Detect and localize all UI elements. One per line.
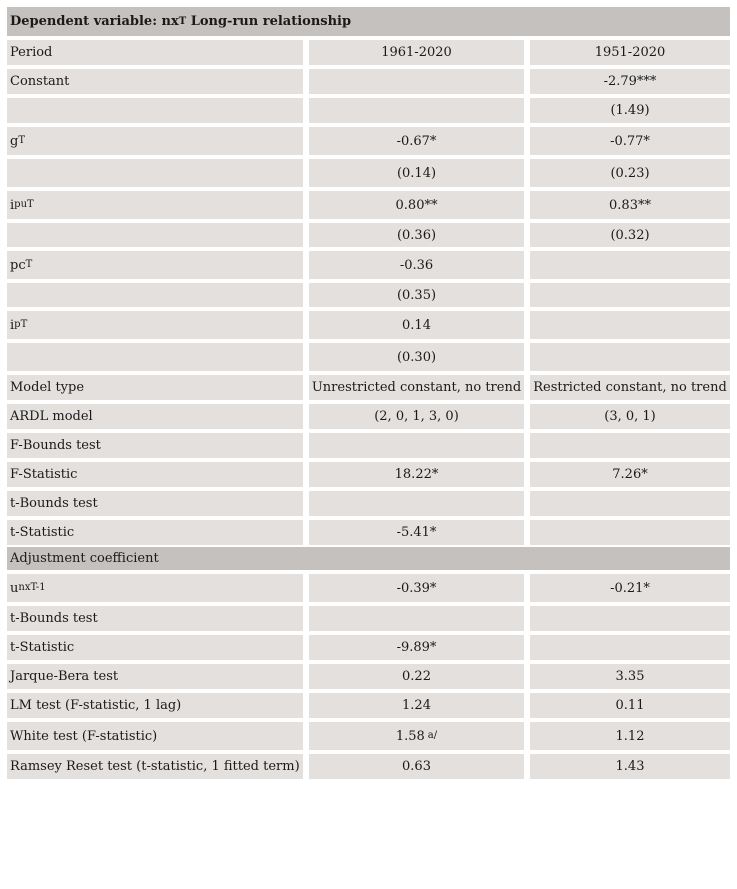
cell-col2: 1.43: [530, 754, 730, 779]
cell-col2: [530, 343, 730, 371]
cell-col2: [530, 635, 730, 660]
table-row-tstat2: [7, 635, 730, 660]
row-label: LM test (F-statistic, 1 lag): [7, 693, 303, 718]
cell-col2: (0.23): [530, 159, 730, 187]
cell-col2: -0.77*: [530, 127, 730, 155]
table-row-tbounds2: [7, 606, 730, 631]
cell-col2: -0.21*: [530, 574, 730, 602]
table-row-gT: [7, 127, 730, 155]
row-label: Model type: [7, 375, 303, 400]
cell-col2: -2.79***: [530, 69, 730, 94]
table-row-pcT-se: [7, 283, 730, 307]
table-row-constant-se: [7, 98, 730, 123]
cell-col2: 3.35: [530, 664, 730, 689]
cell-col1: -5.41*: [309, 520, 524, 545]
section-header-adjustment: Adjustment coefficient: [7, 547, 730, 570]
cell-col1: [309, 98, 524, 123]
cell-col2: 7.26*: [530, 462, 730, 487]
table-row-ipT: [7, 311, 730, 339]
table-row-ramsey: [7, 754, 730, 779]
row-label: t-Statistic: [7, 635, 303, 660]
table-row-white: [7, 722, 730, 750]
row-label: pc T: [7, 251, 303, 279]
cell-col2: Restricted constant, no trend: [530, 375, 730, 400]
cell-col1: -0.36: [309, 251, 524, 279]
cell-col2: 1.12: [530, 722, 730, 750]
table-row-u: [7, 574, 730, 602]
table-row-constant: [7, 69, 730, 94]
table-row-ardl: [7, 404, 730, 429]
cell-col2: (3, 0, 1): [530, 404, 730, 429]
row-label: t-Bounds test: [7, 491, 303, 516]
cell-col1: [309, 491, 524, 516]
cell-col1: 0.22: [309, 664, 524, 689]
cell-col1: 0.80**: [309, 191, 524, 219]
cell-col2: [530, 491, 730, 516]
table-row-model-type: [7, 375, 730, 400]
cell-col1: -0.39*: [309, 574, 524, 602]
cell-col2: [530, 433, 730, 458]
cell-col2: 0.83**: [530, 191, 730, 219]
row-label: i pT: [7, 311, 303, 339]
table-row-jb: [7, 664, 730, 689]
cell-col2: (0.32): [530, 223, 730, 247]
results-table: [7, 7, 730, 779]
cell-col1: 1961-2020: [309, 40, 524, 65]
row-label: [7, 343, 303, 371]
cell-col1: (0.36): [309, 223, 524, 247]
row-label: u nxT-1: [7, 574, 303, 602]
cell-col1: Unrestricted constant, no trend: [309, 375, 524, 400]
cell-col2: [530, 520, 730, 545]
row-label: F-Bounds test: [7, 433, 303, 458]
table-title: Dependent variable: nx T Long-run relationship: [7, 7, 730, 36]
table-row-ipuT-se: [7, 223, 730, 247]
table-row-lm: [7, 693, 730, 718]
cell-col1: 18.22*: [309, 462, 524, 487]
row-label: t-Bounds test: [7, 606, 303, 631]
cell-col2: [530, 311, 730, 339]
row-label: [7, 159, 303, 187]
row-label: Period: [7, 40, 303, 65]
row-label: White test (F-statistic): [7, 722, 303, 750]
row-label: [7, 98, 303, 123]
row-label: i puT: [7, 191, 303, 219]
table-row-period: [7, 40, 730, 65]
row-label: Jarque-Bera test: [7, 664, 303, 689]
cell-col1: (0.30): [309, 343, 524, 371]
cell-col1: [309, 69, 524, 94]
table-row-ipuT: [7, 191, 730, 219]
table-row-tstat: [7, 520, 730, 545]
row-label: [7, 223, 303, 247]
table-row-fbounds: [7, 433, 730, 458]
cell-col1: 1.24: [309, 693, 524, 718]
cell-col1: [309, 606, 524, 631]
cell-col1: 1.58 a/: [309, 722, 524, 750]
table-row-fstat: [7, 462, 730, 487]
cell-col1: (0.14): [309, 159, 524, 187]
row-label: [7, 283, 303, 307]
table-row-tbounds: [7, 491, 730, 516]
cell-col2: [530, 283, 730, 307]
table-row-pcT: [7, 251, 730, 279]
row-label: F-Statistic: [7, 462, 303, 487]
cell-col2: (1.49): [530, 98, 730, 123]
table-row-gT-se: [7, 159, 730, 187]
row-label: Ramsey Reset test (t-statistic, 1 fitted term): [7, 754, 303, 779]
cell-col1: 0.63: [309, 754, 524, 779]
cell-col1: (2, 0, 1, 3, 0): [309, 404, 524, 429]
cell-col2: 1951-2020: [530, 40, 730, 65]
cell-col1: -0.67*: [309, 127, 524, 155]
cell-col2: [530, 251, 730, 279]
cell-col1: -9.89*: [309, 635, 524, 660]
cell-col2: 0.11: [530, 693, 730, 718]
row-label: g T: [7, 127, 303, 155]
cell-col1: (0.35): [309, 283, 524, 307]
row-label: t-Statistic: [7, 520, 303, 545]
cell-col1: [309, 433, 524, 458]
row-label: Constant: [7, 69, 303, 94]
table-row-ipT-se: [7, 343, 730, 371]
row-label: ARDL model: [7, 404, 303, 429]
cell-col2: [530, 606, 730, 631]
cell-col1: 0.14: [309, 311, 524, 339]
